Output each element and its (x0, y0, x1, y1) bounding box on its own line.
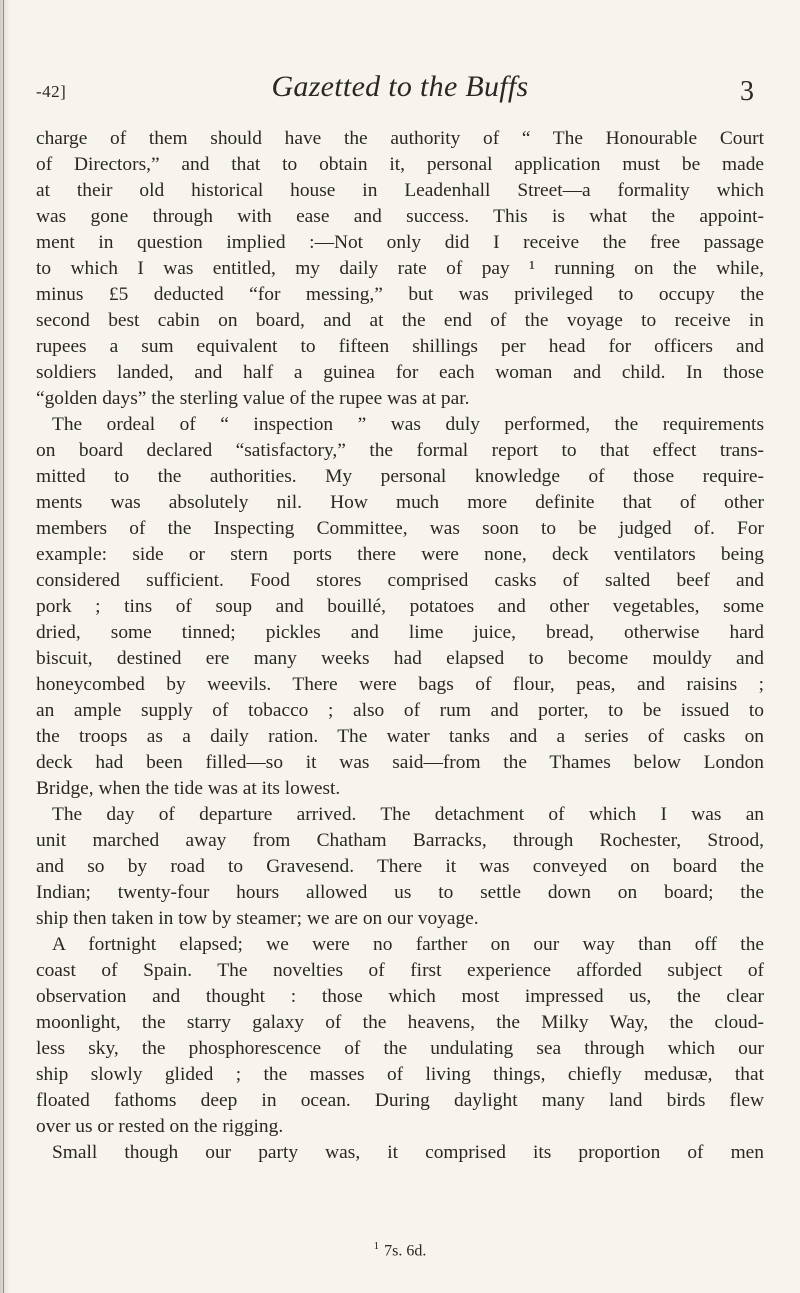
page-reference: -42] (36, 82, 67, 101)
text-line: considered sufficient. Food stores comprised casks of salted beef and (36, 570, 764, 591)
text-line: over us or rested on the rigging. (36, 1116, 284, 1137)
body-text (36, 126, 764, 1166)
text-line: was gone through with ease and success. This is what the appoint- (36, 206, 764, 227)
footnote-text: 7s. 6d. (384, 1242, 427, 1260)
text-line: charge of them should have the authority of “ The Honourable Court (36, 128, 764, 149)
paragraph-start-line: Small though our party was, it comprised its proportion of men (52, 1142, 764, 1163)
page-number: 3 (740, 76, 754, 107)
text-line: and so by road to Gravesend. There it was conveyed on board the (36, 856, 764, 877)
text-line: Indian; twenty-four hours allowed us to settle down on board; the (36, 882, 764, 903)
text-line: “golden days” the sterling value of the rupee was at par. (36, 388, 470, 409)
text-line: biscuit, destined ere many weeks had elapsed to become mouldy and (36, 648, 764, 669)
text-line: unit marched away from Chatham Barracks, through Rochester, Strood, (36, 830, 764, 851)
text-line: soldiers landed, and half a guinea for each woman and child. In those (36, 362, 764, 383)
paragraph-start-line: A fortnight elapsed; we were no farther on our way than off the (52, 934, 764, 955)
text-line: the troops as a daily ration. The water tanks and a series of casks on (36, 726, 764, 747)
paragraph-start-line: The day of departure arrived. The detachment of which I was an (52, 804, 764, 825)
footnote (0, 1236, 800, 1261)
text-line: coast of Spain. The novelties of first experience afforded subject of (36, 960, 764, 981)
text-line: Bridge, when the tide was at its lowest. (36, 778, 341, 799)
footnote-marker: 1 (373, 1240, 380, 1252)
text-line: on board declared “satisfactory,” the formal report to that effect trans- (36, 440, 764, 461)
text-line: second best cabin on board, and at the end of the voyage to receive in (36, 310, 764, 331)
text-line: less sky, the phosphorescence of the undulating sea through which our (36, 1038, 764, 1059)
text-line: dried, some tinned; pickles and lime juice, bread, otherwise hard (36, 622, 764, 643)
text-line: members of the Inspecting Committee, was soon to be judged of. For (36, 518, 764, 539)
paragraph-start-line: The ordeal of “ inspection ” was duly performed, the requirements (52, 414, 764, 435)
binding-edge-line (3, 0, 4, 1293)
text-line: mitted to the authorities. My personal knowledge of those require- (36, 466, 764, 487)
text-line: minus £5 deducted “for messing,” but was privileged to occupy the (36, 284, 764, 305)
text-line: to which I was entitled, my daily rate of pay ¹ running on the while, (36, 258, 764, 279)
text-line: rupees a sum equivalent to fifteen shillings per head for officers and (36, 336, 764, 357)
text-line: ship then taken in tow by steamer; we are on our voyage. (36, 908, 479, 929)
text-line: observation and thought : those which most impressed us, the clear (36, 986, 764, 1007)
text-line: deck had been filled—so it was said—from the Thames below London (36, 752, 764, 773)
text-line: floated fathoms deep in ocean. During daylight many land birds flew (36, 1090, 764, 1111)
text-line: pork ; tins of soup and bouillé, potatoes and other vegetables, some (36, 596, 764, 617)
running-title: Gazetted to the Buffs (271, 70, 529, 103)
text-line: honeycombed by weevils. There were bags of flour, peas, and raisins ; (36, 674, 764, 695)
text-line: an ample supply of tobacco ; also of rum and porter, to be issued to (36, 700, 764, 721)
text-line: ment in question implied :—Not only did I receive the free passage (36, 232, 764, 253)
text-line: of Directors,” and that to obtain it, personal application must be made (36, 154, 764, 175)
text-line: ments was absolutely nil. How much more definite that of other (36, 492, 764, 513)
text-line: moonlight, the starry galaxy of the heavens, the Milky Way, the cloud- (36, 1012, 764, 1033)
text-line: ship slowly glided ; the masses of living things, chiefly medusæ, that (36, 1064, 764, 1085)
text-line: at their old historical house in Leadenhall Street—a formality which (36, 180, 764, 201)
text-line: example: side or stern ports there were none, deck ventilators being (36, 544, 764, 565)
page-header (36, 64, 764, 107)
page-gutter-shadow (0, 0, 10, 1293)
